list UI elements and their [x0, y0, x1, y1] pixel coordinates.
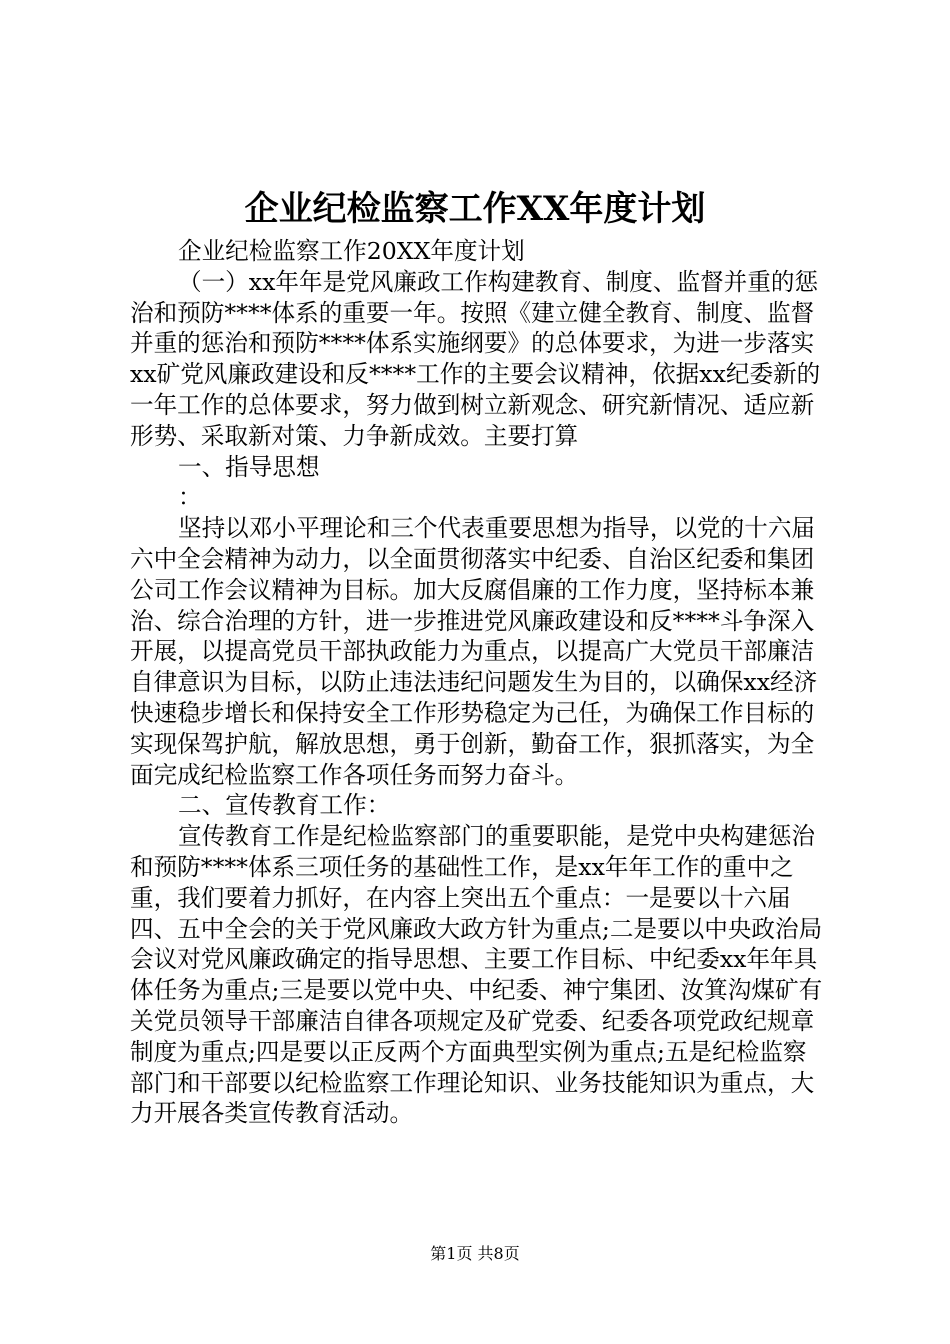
- paragraph-subtitle: 企业纪检监察工作20XX年度计划: [178, 237, 525, 265]
- document-body: [130, 236, 830, 1129]
- document-title: 企业纪检监察工作XX年度计划: [244, 189, 706, 229]
- paragraph-publicity-education: 宣传教育工作是纪检监察部门的重要职能，是党中央构建惩治和预防****体系三项任务的基础性工作，是xx年年工作的重中之重，我们要着力抓好，在内容上突出五个重点：一是要以十六届四、五中全会的关于党风廉政大政方针为重点;二是要以中央政治局会议对党风廉政确定的指导思想、主要工作目标、中纪委xx年年具体任务为重点;三是要以党中央、中纪委、神宁集团、汝箕沟煤矿有关党员领导干部廉洁自律各项规定及矿党委、纪委各项党政纪规章制度为重点;四是要以正反两个方面典型实例为重点;五是纪检监察部门和干部要以纪检监察工作理论知识、业务技能知识为重点，大力开展各类宣传教育活动。: [130, 822, 823, 1128]
- paragraph-intro: （一）xx年年是党风廉政工作构建教育、制度、监督并重的惩治和预防****体系的重要一年。按照《建立健全教育、制度、监督并重的惩治和预防****体系实施纲要》的总体要求，为进一步落实xx矿党风廉政建设和反****工作的主要会议精神，依据xx纪委新的一年工作的总体要求，努力做到树立新观念、研究新情况、适应新形势、采取新对策、力争新成效。主要打算: [130, 267, 821, 450]
- section-heading-publicity-education: 二、宣传教育工作：: [178, 791, 391, 820]
- page-footer: 第1页 共8页: [430, 1244, 520, 1263]
- paragraph-colon: ：: [178, 483, 202, 512]
- paragraph-guiding-thought: 坚持以邓小平理论和三个代表重要思想为指导，以党的十六届六中全会精神为动力，以全面贯彻落实中纪委、自治区纪委和集团公司工作会议精神为目标。加大反腐倡廉的工作力度，坚持标本兼治、综合治理的方针，进一步推进党风廉政建设和反****斗争深入开展，以提高党员干部执政能力为重点，以提高广大党员干部廉洁自律意识为目标，以防止违法违纪问题发生为目的，以确保xx经济快速稳步增长和保持安全工作形势稳定为己任，为确保工作目标的实现保驾护航，解放思想，勇于创新，勤奋工作，狠抓落实，为全面完成纪检监察工作各项任务而努力奋斗。: [130, 514, 818, 789]
- section-heading-guiding-thought: 一、指导思想: [178, 452, 320, 481]
